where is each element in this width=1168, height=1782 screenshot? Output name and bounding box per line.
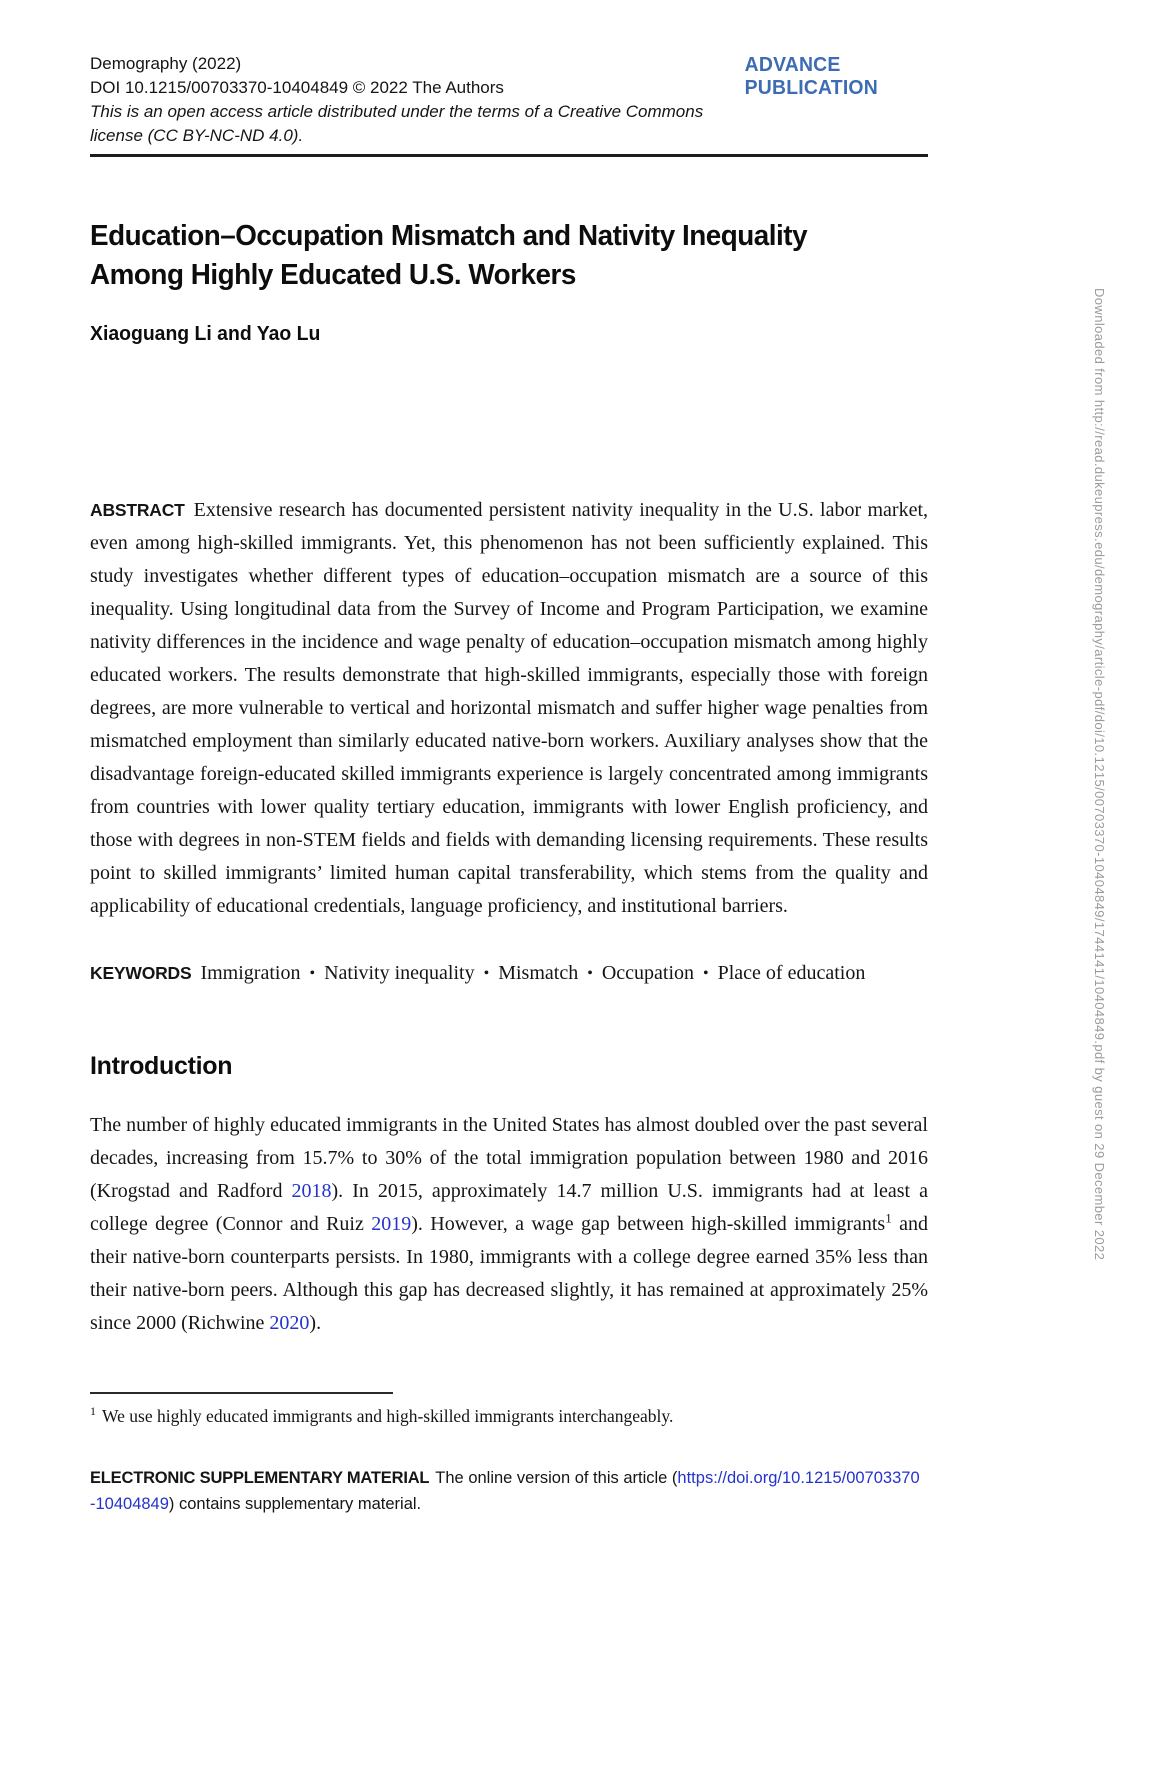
keyword-item: Immigration	[200, 962, 301, 984]
abstract-label: ABSTRACT	[90, 500, 185, 520]
journal-header-left	[90, 52, 739, 148]
journal-header	[90, 52, 928, 148]
footnote-text: We use highly educated immigrants and high-skilled immigrants interchangeably.	[102, 1406, 674, 1426]
introduction-paragraph	[90, 1109, 928, 1340]
bullet-separator-icon: •	[483, 965, 490, 982]
esm-text: The online version of this article (	[435, 1469, 678, 1487]
license-line: This is an open access article distributed under the terms of a Creative Commons license (CC BY-NC-ND 4.0).	[90, 102, 704, 145]
abstract-text: Extensive research has documented persistent nativity inequality in the U.S. labor market, even among high-skilled immigrants. Yet, this phenomenon has not been sufficiently explained. This study investigates whether different types of education–occupation mismatch are a source of this inequality. Using longitudinal data from the Survey of Income and Program Participation, we examine nativity differences in the incidence and wage penalty of education–occupation mismatch among highly educated workers. The results demonstrate that high-skilled immigrants, especially those with foreign degrees, are more vulnerable to vertical and horizontal mismatch and suffer higher wage penalties from mismatched employment than similarly educated native-born workers. Auxiliary analyses show that the disadvantage foreign-educated skilled immigrants experience is largely concentrated among immigrants from countries with lower quality tertiary education, immigrants with lower English proficiency, and those with degrees in non-STEM fields and fields with demanding licensing requirements. These results point to skilled immigrants’ limited human capital transferability, which stems from the quality and applicability of educational credentials, language proficiency, and institutional barriers.	[90, 499, 928, 917]
intro-text: ). In 2015, approximately 14.7 million U.S. immigrants had at least a college degree (Connor and Ruiz	[90, 1180, 928, 1235]
advance-publication-badge: ADVANCE PUBLICATION	[744, 54, 878, 99]
article-title	[90, 217, 928, 295]
abstract-paragraph	[90, 494, 928, 923]
article-title-line1: Education–Occupation Mismatch and Nativity Inequality	[90, 220, 808, 252]
intro-text: ).	[309, 1312, 322, 1334]
esm-doi-link[interactable]: https://doi.org/10.1215/00703370	[677, 1469, 920, 1487]
page-content	[90, 0, 928, 1517]
intro-text: The number of highly educated immigrants in the United States has almost doubled over the past several decades, increasing from 15.7% to 30% of the total immigration population between 1980 and 2016 (Krogstad and Radford	[90, 1114, 928, 1202]
footnote	[90, 1404, 928, 1429]
intro-text: and their native-born counterparts persists. In 1980, immigrants with a college degree earned 35% less than their native-born peers. Although this gap has decreased slightly, it has remained at approximately 25% since 2000 (Richwine	[90, 1213, 928, 1334]
supplementary-material-note	[90, 1465, 928, 1517]
esm-doi-link-continued[interactable]: -10404849	[90, 1495, 169, 1513]
footnote-separator-rule	[90, 1392, 393, 1394]
article-title-line2: Among Highly Educated U.S. Workers	[90, 259, 576, 291]
keyword-item: Occupation	[601, 962, 694, 984]
intro-text: ). However, a wage gap between high-skilled immigrants	[411, 1213, 886, 1235]
footnote-marker: 1	[885, 1210, 892, 1226]
citation-link-connor-2019[interactable]: 2019	[371, 1213, 412, 1235]
keyword-item: Place of education	[717, 962, 866, 984]
citation-link-krogstad-2018[interactable]: 2018	[291, 1180, 332, 1202]
doi-copyright-line: DOI 10.1215/00703370-10404849 © 2022 The Authors	[90, 78, 504, 97]
keywords-line	[90, 957, 928, 990]
download-watermark: Downloaded from http://read.dukeupress.edu/demography/article-pdf/doi/10.1215/00703370-10404849/1744141/10404849.pdf by guest on 29 December 2022	[1092, 288, 1107, 1261]
esm-label: ELECTRONIC SUPPLEMENTARY MATERIAL	[90, 1469, 430, 1487]
bullet-separator-icon: •	[309, 965, 316, 982]
esm-text: ) contains supplementary material.	[168, 1495, 422, 1513]
introduction-heading: Introduction	[90, 1052, 233, 1080]
bullet-separator-icon: •	[703, 965, 709, 982]
journal-name-line: Demography (2022)	[90, 54, 242, 73]
footnote-number: 1	[90, 1404, 96, 1419]
bullet-separator-icon: •	[587, 965, 593, 982]
authors-line: Xiaoguang Li and Yao Lu	[90, 323, 321, 345]
header-rule	[90, 154, 928, 157]
keyword-item: Nativity inequality	[324, 962, 475, 984]
citation-link-richwine-2020[interactable]: 2020	[269, 1312, 310, 1334]
keywords-label: KEYWORDS	[90, 963, 192, 983]
keyword-item: Mismatch	[498, 962, 579, 984]
